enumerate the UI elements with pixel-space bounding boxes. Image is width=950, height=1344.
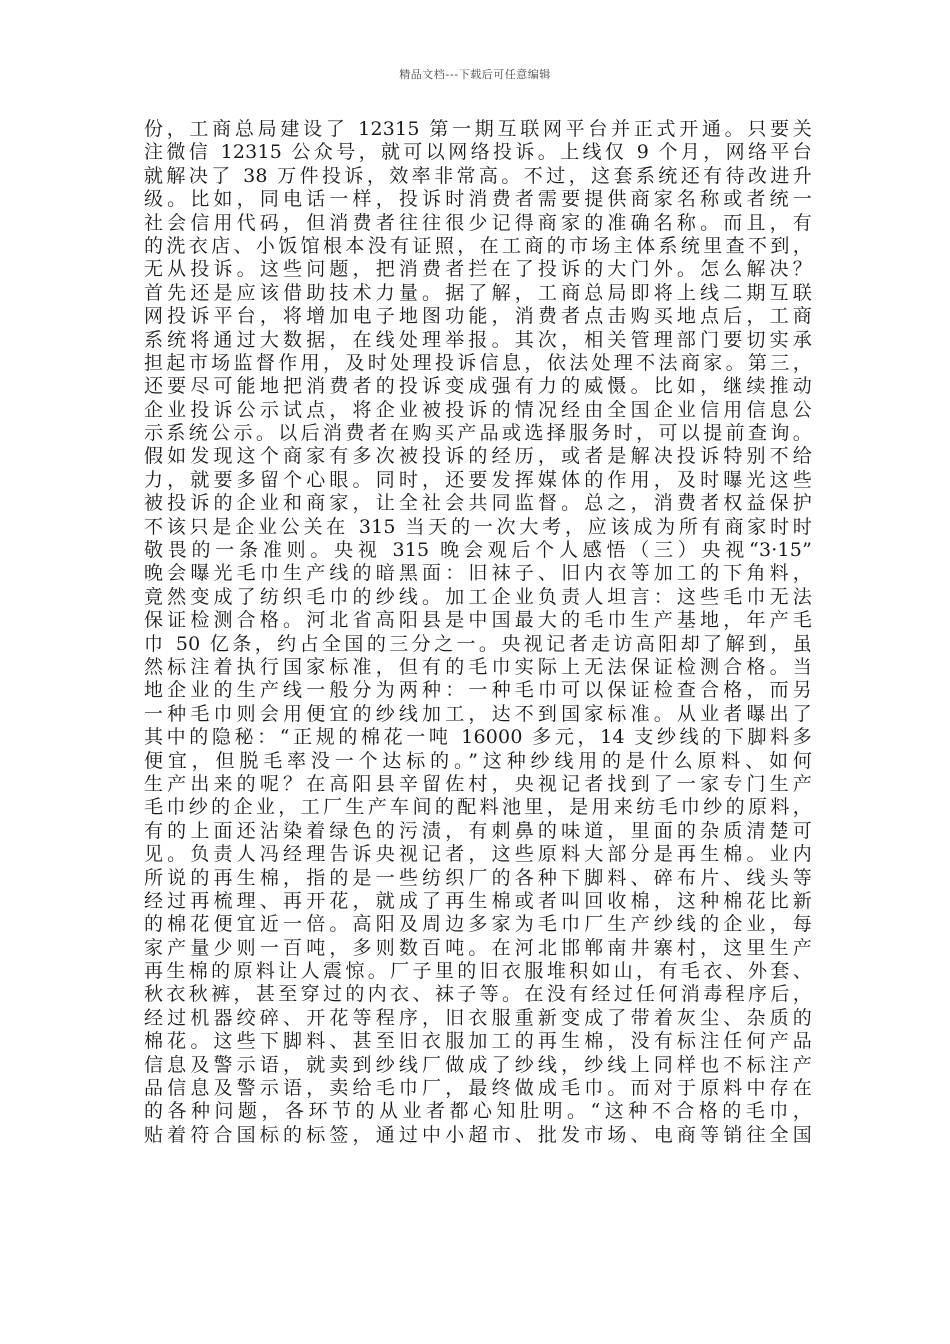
text-line: 份，工商总局建设了 12315 第一期互联网平台并正式开通。只要关: [144, 118, 812, 140]
text-line: 竟然变成了纺织毛巾的纱线。加工企业负责人坦言：这些毛巾无法: [144, 585, 812, 608]
text-line: 被投诉的企业和商家，让全社会共同监督。总之，消费者权益保护: [144, 492, 812, 515]
text-line: 就解决了 38 万件投诉，效率非常高。不过，这套系统还有待改进升: [144, 164, 812, 187]
text-line: 企业投诉公示试点，将企业被投诉的情况经由全国企业信用信息公: [144, 398, 812, 421]
text-line: 无从投诉。这些问题，把消费者拦在了投诉的大门外。怎么解决？: [144, 258, 812, 281]
text-line: 首先还是应该借助技术力量。据了解，工商总局即将上线二期互联: [144, 281, 812, 304]
text-line: 所说的再生棉，指的是一些纺织厂的各种下脚料、碎布片、线头等: [144, 866, 812, 889]
text-line: 敬畏的一条准则。央视 315 晚会观后个人感悟（三）央视“3·15”: [144, 539, 812, 562]
text-line: 地企业的生产线一般分为两种：一种毛巾可以保证检查合格，而另: [144, 679, 812, 702]
text-line: 家产量少则一百吨，多则数百吨。在河北邯郸南井寨村，这里生产: [144, 936, 812, 959]
text-line: 还要尽可能地把消费者的投诉变成强有力的威慑。比如，继续推动: [144, 375, 812, 398]
text-line: 秋衣秋裤，甚至穿过的内衣、袜子等。在没有经过任何消毒程序后，: [144, 983, 812, 1006]
text-line: 信息及警示语，就卖到纱线厂做成了纱线，纱线上同样也不标注产: [144, 1053, 812, 1076]
text-line: 不该只是企业公关在 315 当天的一次大考，应该成为所有商家时时: [144, 515, 812, 538]
text-line: 巾 50 亿条，约占全国的三分之一。央视记者走访高阳却了解到，虽: [144, 632, 812, 655]
text-line: 示系统公示。以后消费者在购买产品或选择服务时，可以提前查询。: [144, 422, 812, 445]
text-line: 经过再梳理、再开花，就成了再生棉或者叫回收棉，这种棉花比新: [144, 889, 812, 912]
text-line: 品信息及警示语，卖给毛巾厂，最终做成毛巾。而对于原料中存在: [144, 1077, 812, 1100]
text-line: 便宜，但脱毛率没一个达标的。”这种纱线用的是什么原料、如何: [144, 749, 812, 772]
text-line: 担起市场监督作用，及时处理投诉信息，依法处理不法商家。第三，: [144, 351, 812, 374]
text-line: 再生棉的原料让人震惊。厂子里的旧衣服堆积如山，有毛衣、外套、: [144, 960, 812, 983]
text-line: 社会信用代码，但消费者往往很少记得商家的准确名称。而且，有: [144, 211, 812, 234]
text-line: 其中的隐秘：“正规的棉花一吨 16000 多元，14 支纱线的下脚料多: [144, 726, 812, 749]
text-line: 假如发现这个商家有多次被投诉的经历，或者是解决投诉特别不给: [144, 445, 812, 468]
text-line: 见。负责人冯经理告诉央视记者，这些原料大部分是再生棉。业内: [144, 843, 812, 866]
text-line: 网投诉平台，将增加电子地图功能，消费者点击购买地点后，工商: [144, 305, 812, 328]
text-line: 力，就要多留个心眼。同时，还要发挥媒体的作用，及时曝光这些: [144, 468, 812, 491]
text-line: 的棉花便宜近一倍。高阳及周边多家为毛巾厂生产纱线的企业，每: [144, 913, 812, 936]
text-line: 有的上面还沾染着绿色的污渍，有刺鼻的味道，里面的杂质清楚可: [144, 819, 812, 842]
page-header: 精品文档---下载后可任意编辑: [399, 68, 551, 81]
text-line: 毛巾纱的企业，工厂生产车间的配料池里，是用来纺毛巾纱的原料，: [144, 796, 812, 819]
text-line: 保证检测合格。河北省高阳县是中国最大的毛巾生产基地，年产毛: [144, 609, 812, 632]
text-line: 注微信 12315 公众号，就可以网络投诉。上线仅 9 个月，网络平台: [144, 141, 812, 164]
text-line: 一种毛巾则会用便宜的纱线加工，达不到国家标准。从业者曝出了: [144, 702, 812, 725]
document-body: [144, 118, 812, 1147]
text-line: 经过机器绞碎、开花等程序，旧衣服重新变成了带着灰尘、杂质的: [144, 1006, 812, 1029]
text-line: 级。比如，同电话一样，投诉时消费者需要提供商家名称或者统一: [144, 188, 812, 211]
text-line: 棉花。这些下脚料、甚至旧衣服加工的再生棉，没有标注任何产品: [144, 1030, 812, 1053]
text-line: 系统将通过大数据，在线处理举报。其次，相关管理部门要切实承: [144, 328, 812, 351]
text-line: 的洗衣店、小饭馆根本没有证照，在工商的市场主体系统里查不到，: [144, 234, 812, 257]
text-line: 然标注着执行国家标准，但有的毛巾实际上无法保证检测合格。当: [144, 655, 812, 678]
text-line: 的各种问题，各环节的从业者都心知肚明。“这种不合格的毛巾，: [144, 1100, 812, 1123]
text-line: 生产出来的呢？在高阳县辛留佐村，央视记者找到了一家专门生产: [144, 772, 812, 795]
text-line: 贴着符合国标的标签，通过中小超市、批发市场、电商等销往全国: [144, 1123, 812, 1146]
text-line: 晚会曝光毛巾生产线的暗黑面：旧袜子、旧内衣等加工的下角料，: [144, 562, 812, 585]
